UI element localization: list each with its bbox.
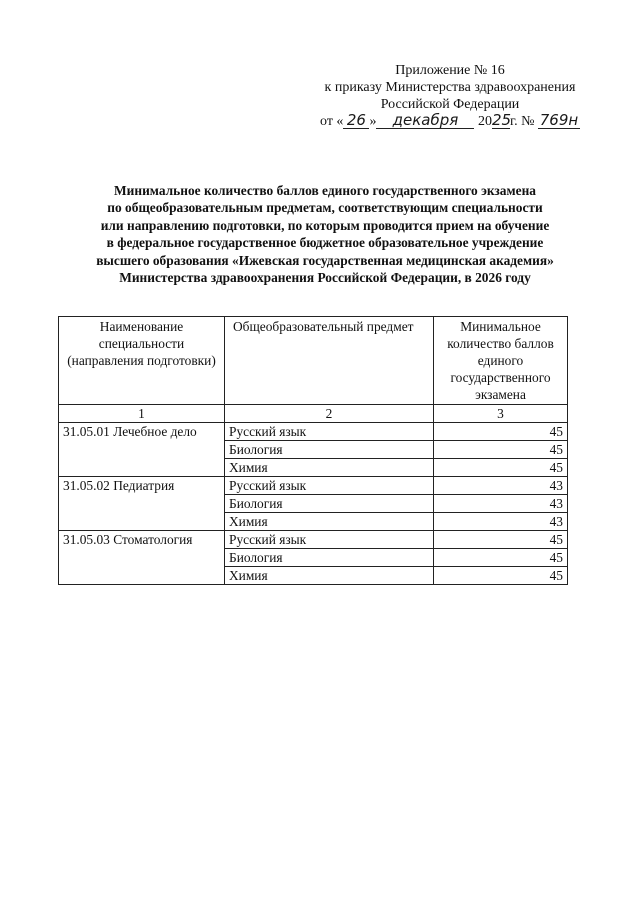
order-from-label: от « <box>320 114 344 129</box>
title-line: или направлению подготовки, по которым проводится прием на обучение <box>100 217 550 233</box>
subject-cell: Биология <box>225 441 434 459</box>
score-cell: 43 <box>434 513 568 531</box>
header-specialty: Наименование специальности (направления подготовки) <box>59 317 225 405</box>
title-line: Минимальное количество баллов единого государственного экзамена <box>114 183 536 198</box>
subject-cell: Биология <box>225 495 434 513</box>
specialty-cell: 31.05.02 Педиатрия <box>59 477 225 531</box>
score-cell: 45 <box>434 531 568 549</box>
table-row <box>59 477 568 495</box>
column-number: 3 <box>434 405 568 423</box>
appendix-number: Приложение № 16 <box>395 63 505 78</box>
subject-cell: Химия <box>225 513 434 531</box>
document-title <box>60 182 590 286</box>
table-row <box>59 531 568 549</box>
appendix-federation: Российской Федерации <box>380 97 520 112</box>
scores-table <box>58 316 568 585</box>
order-month-handwritten: декабря <box>376 112 474 129</box>
score-cell: 45 <box>434 549 568 567</box>
title-line: по общеобразовательным предметам, соответствующим специальности <box>107 200 543 216</box>
column-number: 2 <box>225 405 434 423</box>
header-subject: Общеобразовательный предмет <box>225 317 434 405</box>
column-number-row <box>59 405 568 423</box>
specialty-cell: 31.05.01 Лечебное дело <box>59 423 225 477</box>
subject-cell: Русский язык <box>225 477 434 495</box>
order-date-line <box>320 112 620 132</box>
subject-cell: Биология <box>225 549 434 567</box>
column-number: 1 <box>59 405 225 423</box>
appendix-header <box>300 62 600 113</box>
score-cell: 45 <box>434 441 568 459</box>
table-row <box>59 423 568 441</box>
score-cell: 43 <box>434 477 568 495</box>
title-line: высшего образования «Ижевская государственная медицинская академия» <box>96 252 554 268</box>
subject-cell: Химия <box>225 567 434 585</box>
score-cell: 45 <box>434 459 568 477</box>
score-cell: 45 <box>434 567 568 585</box>
subject-cell: Химия <box>225 459 434 477</box>
score-cell: 43 <box>434 495 568 513</box>
order-year-end: г. № <box>509 114 535 129</box>
order-day-handwritten: 26 <box>343 112 369 129</box>
order-number-handwritten: 769н <box>539 111 579 129</box>
subject-cell: Русский язык <box>225 423 434 441</box>
title-line: Министерства здравоохранения Российской Федерации, в 2026 году <box>119 270 531 286</box>
specialty-cell: 31.05.03 Стоматология <box>59 531 225 585</box>
order-close-quote: » <box>369 114 377 129</box>
appendix-order-ref: к приказу Министерства здравоохранения <box>324 80 576 95</box>
title-line: в федеральное государственное бюджетное образовательное учреждение <box>106 235 544 251</box>
order-year-prefix: 20 <box>477 114 492 129</box>
table-header-row <box>59 317 568 405</box>
subject-cell: Русский язык <box>225 531 434 549</box>
score-cell: 45 <box>434 423 568 441</box>
order-year-handwritten: 25 <box>491 111 512 129</box>
header-min-score: Минимальное количество баллов единого государственного экзамена <box>434 317 568 405</box>
